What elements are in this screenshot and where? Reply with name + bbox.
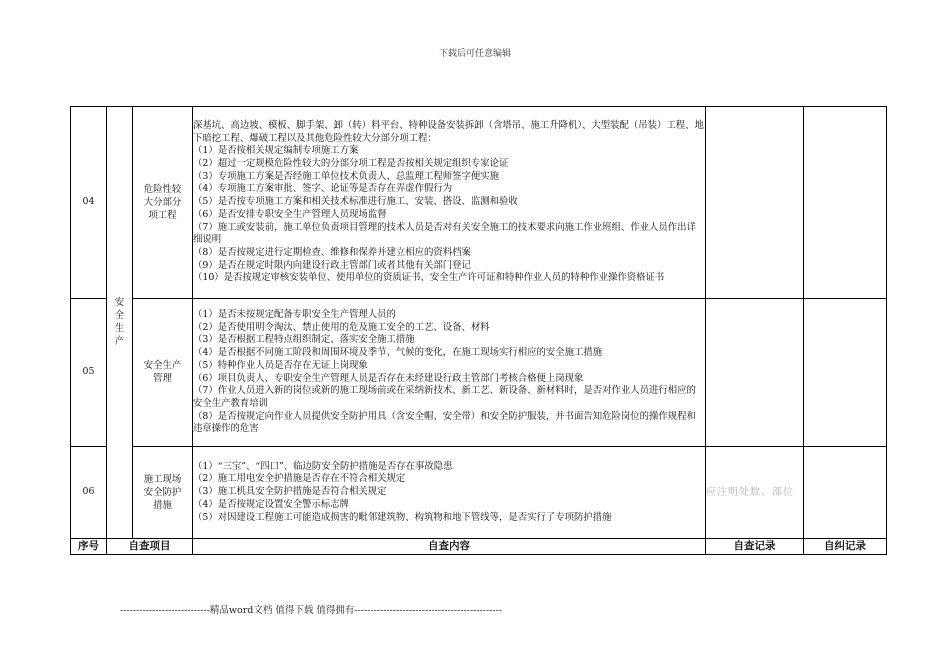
page-header: 下载后可任意编辑 <box>438 49 511 59</box>
content-line: （2）施工用电安全护措施是否存在不符合相关规定 <box>193 473 406 485</box>
content-line: （4）是否按规定设置安全警示标志牌 <box>193 498 349 510</box>
content-line: （6）是否安排专职安全生产管理人员现场监督 <box>193 208 387 220</box>
content-line: （7）作业人员进入新的岗位或新的施工现场前或在采纳新技术、新工艺、新设备、新材料时，是否对作业人员进行相应的安全生产教育培训 <box>193 385 696 409</box>
header-correction: 自纠记录 <box>804 539 887 555</box>
self-check-record-cell[interactable] <box>706 299 804 447</box>
table-row <box>71 447 887 539</box>
inspection-table <box>70 106 887 555</box>
content-line: （2）超过一定规模危险性较大的分部分项工程是否按相关规定组织专家论证 <box>193 158 509 170</box>
content-line: （4）专项施工方案审批、签字、论证等是否存在弄虚作假行为 <box>193 183 453 195</box>
row-number: 04 <box>71 107 107 299</box>
content-line: （8）是否按规定进行定期检查、维修和保养并建立相应的资料档案 <box>193 246 471 258</box>
item-label: 危险性较大分部分项工程 <box>143 183 182 221</box>
content-line: （5）是否按专项施工方案和相关技术标准进行施工、安装、搭设、监测和验收 <box>193 196 518 208</box>
self-correction-record-cell[interactable] <box>804 107 887 299</box>
row-number: 05 <box>71 299 107 447</box>
item-label: 施工现场安全防护措施 <box>143 473 182 511</box>
self-check-record-cell[interactable] <box>706 107 804 299</box>
content-line: （3）是否根据工程特点组织制定、落实安全施工措施 <box>193 334 415 346</box>
content-cell <box>193 299 706 447</box>
content-line: （1）是否按相关规定编制专项施工方案 <box>193 145 359 157</box>
page-footer: ----------------------------精品word文档 值得下载 值得拥有---------------------------------------------- <box>120 605 503 616</box>
table-row <box>71 107 887 299</box>
content-cell <box>193 107 706 299</box>
header-content: 自查内容 <box>193 539 706 555</box>
category-cell <box>107 107 133 539</box>
content-line: （6）项目负责人、专职安全生产管理人员是否存在未经建设行政主管部门考核合格便上岗现象 <box>193 372 584 384</box>
content-line: （8）是否按规定向作业人员提供安全防护用具（含安全帽、安全带）和安全防护服装，并书面告知危险岗位的操作规程和违章操作的危害 <box>193 410 696 435</box>
content-line: （5）特种作业人员是否存在无证上岗现象 <box>193 359 368 371</box>
self-correction-record-cell[interactable] <box>804 447 887 539</box>
content-line: （1）是否未按规定配备专职安全生产管理人员的 <box>193 308 396 320</box>
header-item: 自查项目 <box>107 539 193 555</box>
content-line: （10）是否按规定审核安装单位、使用单位的资质证书、安全生产许可证和特种作业人员的特种作业操作资格证书 <box>193 272 665 284</box>
content-line: （3）专项施工方案是否经施工单位技术负责人、总监理工程师签字便实施 <box>193 170 499 182</box>
table-header-row <box>71 539 887 555</box>
table-row <box>71 299 887 447</box>
record-note: 应注明处数、部位 <box>706 486 794 498</box>
content-line: （9）是否在规定时限内向建设行政主管部门或者其他有关部门登记 <box>193 259 471 271</box>
self-check-record-cell[interactable] <box>706 447 804 539</box>
row-number: 06 <box>71 447 107 539</box>
content-line: （4）是否根据不同施工阶段和周围环境及季节、气候的变化，在施工现场实行相应的安全施工措施 <box>193 347 603 359</box>
header-record: 自查记录 <box>706 539 804 555</box>
content-cell <box>193 447 706 539</box>
content-line: （7）施工或安装前，施工单位负责项目管理的技术人员是否对有关安全施工的技术要求向施工作业班组、作业人员作出详细说明 <box>193 221 696 246</box>
content-line: （3）施工机具安全防护措施是否符合相关规定 <box>193 486 387 498</box>
content-line: （5）对因建设工程施工可能造成损害的毗邻建筑物、构筑物和地下管线等，是否实行了专项防护措施 <box>193 511 612 523</box>
item-cell <box>133 299 193 447</box>
content-line: （2）是否使用明令淘汰、禁止使用的危及施工安全的工艺、设备、材料 <box>193 321 490 333</box>
item-label: 安全生产管理 <box>143 360 182 385</box>
content-line: （1）“三宝”、“四口”、临边防安全防护措施是否存在事故隐患 <box>193 460 453 472</box>
item-cell <box>133 447 193 539</box>
self-correction-record-cell[interactable] <box>804 299 887 447</box>
header-number: 序号 <box>71 539 107 555</box>
item-cell <box>133 107 193 299</box>
content-line: 深基坑、高边坡、模板、脚手架、卸（转）料平台、特种设备安装拆卸（含塔吊、施工升降机）、大型装配（吊装）工程、地下暗挖工程、爆破工程以及其他危险性较大分部分项工程： <box>193 119 704 144</box>
category-label: 安全生产 <box>114 297 125 348</box>
